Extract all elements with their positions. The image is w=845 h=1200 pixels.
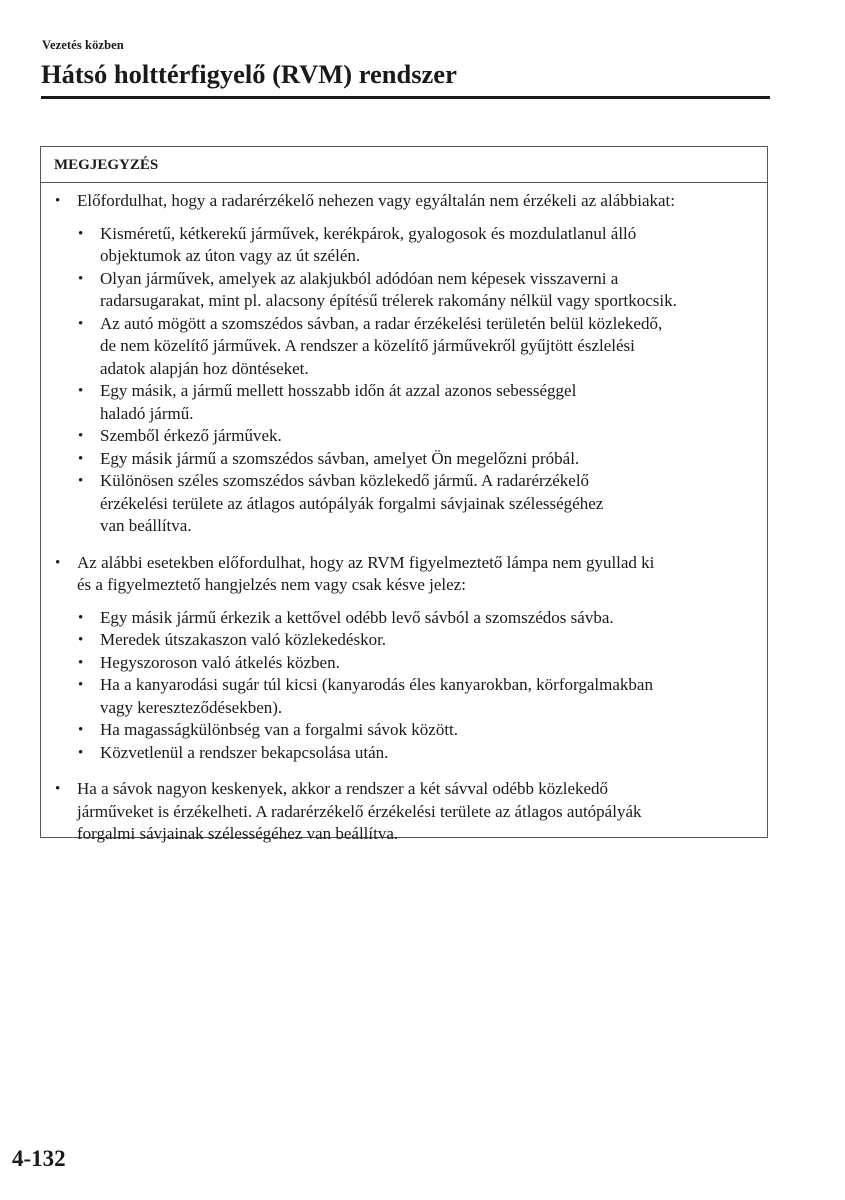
note-item — [55, 778, 757, 846]
note-item-text: • Az alábbi esetekben előfordulhat, hogy az RVM figyelmeztető lámpa nem gyullad ki és a figyelmeztető hangjelzés nem vagy csak késve jelez: — [77, 552, 655, 594]
list-item — [78, 629, 757, 652]
note-sublist — [78, 607, 757, 765]
list-item-text: • Az autó mögött a szomszédos sávban, a radar érzékelési területén belül közlekedő, de nem közelítő járművek. A rendszer a közelítő járművekről gyűjtött észlelési adatok alapján hoz döntéseket. — [100, 313, 663, 378]
note-list — [55, 190, 757, 846]
list-item — [78, 448, 757, 471]
list-item-text: • Olyan járművek, amelyek az alakjukból adódóan nem képesek visszaverni a radarsugarakat, mint pl. alacsony építésű trélerek rakomány nélkül vagy sportkocsik. — [100, 268, 677, 310]
section-label: Vezetés közben — [42, 38, 124, 52]
list-item-text: • Kisméretű, kétkerekű járművek, kerékpárok, gyalogosok és mozdulatlanul álló objektumok az úton vagy az út szélén. — [100, 223, 637, 265]
note-body — [41, 183, 767, 846]
list-item-text: • Egy másik, a jármű mellett hosszabb időn át azzal azonos sebességgel haladó jármű. — [100, 381, 577, 423]
list-item — [78, 652, 757, 675]
list-item-text: • Közvetlenül a rendszer bekapcsolása után. — [100, 742, 389, 762]
note-item-text: • Ha a sávok nagyon keskenyek, akkor a rendszer a két sávval odébb közlekedő járműveket is érzékelheti. A radarérzékelő érzékelési területe az átlagos autópályák forgalmi sávjainak szélességéhez van beállítva. — [77, 779, 642, 843]
list-item — [78, 742, 757, 765]
list-item — [78, 425, 757, 448]
list-item-text: • Szemből érkező járművek. — [100, 426, 282, 445]
list-item-text: • Egy másik jármű a szomszédos sávban, amelyet Ön megelőzni próbál. — [100, 448, 580, 468]
note-heading: MEGJEGYZÉS — [41, 147, 767, 183]
list-item-text: • Egy másik jármű érkezik a kettővel odébb levő sávból a szomszédos sávba. — [100, 607, 614, 627]
note-box — [40, 146, 768, 843]
title-rule — [41, 96, 770, 99]
page-title: Hátsó holttérfigyelő (RVM) rendszer — [41, 59, 457, 89]
list-item-text: • Ha a kanyarodási sugár túl kicsi (kanyarodás éles kanyarokban, körforgalmakban vagy kereszteződésekben). — [100, 675, 653, 717]
list-item-text: • Ha magasságkülönbség van a forgalmi sávok között. — [100, 720, 459, 739]
list-item — [78, 470, 757, 538]
list-item — [78, 380, 757, 425]
note-item — [55, 552, 757, 765]
list-item-text: • Meredek útszakaszon való közlekedéskor. — [100, 630, 387, 649]
list-item — [78, 223, 757, 268]
list-item — [78, 719, 757, 742]
page-number: 4-132 — [12, 1146, 66, 1171]
list-item — [78, 607, 757, 630]
note-item-text: • Előfordulhat, hogy a radarérzékelő nehezen vagy egyáltalán nem érzékeli az alábbiakat: — [77, 191, 675, 210]
list-item — [78, 313, 757, 381]
list-item-text: • Hegyszoroson való átkelés közben. — [100, 652, 340, 672]
list-item — [78, 674, 757, 719]
list-item — [78, 268, 757, 313]
list-item-text: • Különösen széles szomszédos sávban közlekedő jármű. A radarérzékelő érzékelési területe az átlagos autópályák forgalmi sávjainak szélességéhez van beállítva. — [100, 471, 604, 535]
note-sublist — [78, 223, 757, 538]
note-item — [55, 190, 757, 538]
